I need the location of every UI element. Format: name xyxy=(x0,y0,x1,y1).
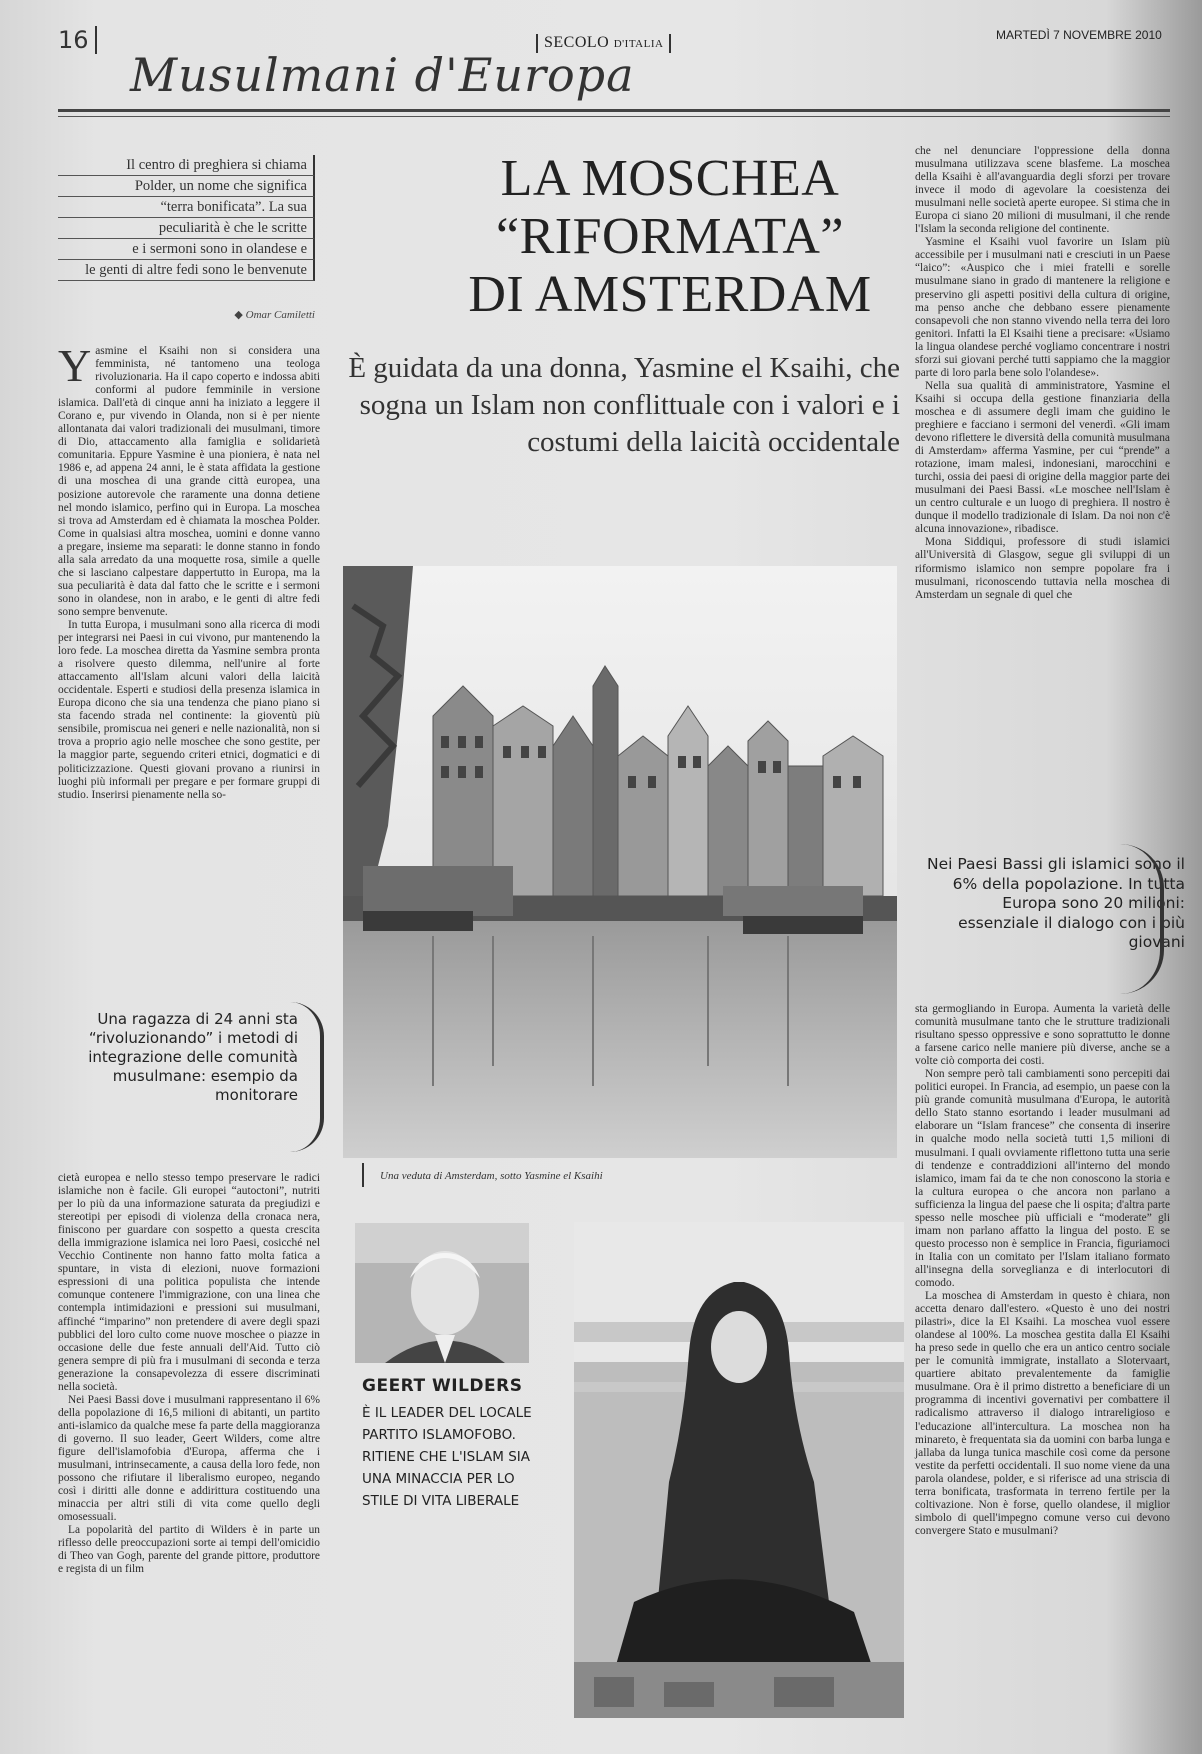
sidebar-text: È IL LEADER DEL LOCALE PARTITO ISLAMOFOBO. RITIENE CHE L'ISLAM SIA UNA MINACCIA PER LO STILE DI VITA LIBERALE xyxy=(362,1405,532,1509)
article-column-3 xyxy=(915,145,1170,602)
yasmine-photo xyxy=(574,1222,904,1718)
paragraph: cietà europea e nello stesso tempo preservare le radici islamiche non è facile. Gli europei “autoctoni”, nutriti per lo più da una informazione saturata da pregiudizi e stereotipi per episodi di violenza della cronaca nera, finiscono per guardare con sospetto a questa crescita della immigrazione islamica nei loro Paesi, cosicché nel Vecchio Continente non hanno fatto molta fatica a spuntare, in vista di elezioni, nuove formazioni espressioni di una politica populista che intende comunque contenere l'immigrazione, con una linea che contempla intimidazioni e pressioni sui musulmani, affinché “imparino” non pretendere di avere degli spazi pubblici del loro culto come nuove moschee o piazze in occasione delle due feste annuali dell'Aid. Tutto ciò genera sempre di più fra i musulmani di seconda e terza generazione la consapevolezza di essere discriminati nella società. xyxy=(58,1172,320,1393)
summary-line: Polder, un nome che significa xyxy=(58,176,315,197)
summary-line: “terra bonificata”. La sua xyxy=(58,197,315,218)
summary-line: e i sermoni sono in olandese e xyxy=(58,239,315,260)
article-summary xyxy=(58,155,315,281)
paragraph: Yasmine el Ksaihi vuol favorire un Islam più accessibile per i musulmani nati e cresciuti in un Paese “laico”: «Auspico che i miei fratelli e sorelle musulmane siano in grado di mantenere la religione e preservino gli aspetti positivi della cultura di origine, ma penso anche che debbano essere pienamente consapevoli che non stanno vivendo nella terra dei loro genitori. Infatti la El Ksaihi tiene a precisare: «Usiamo la lingua olandese perché vogliamo concentrare i nostri sforzi sui giovani perché tutti sappiamo che la maggior parte di loro parla bene solo l'olandese». xyxy=(915,236,1170,379)
summary-line: le genti di altre fedi sono le benvenute xyxy=(58,260,315,281)
header-rule xyxy=(58,109,1170,112)
paragraph: che nel denunciare l'oppressione della donna musulmana utilizzava scene blasfeme. La moschea della Ksaihi è all'avanguardia degli sforzi per trovare invece il modo di agevolare la coesistenza dei musulmani nelle società aperte europee. Si stima che in Europa ci siano 20 milioni di musulmani, il che rende l'Islam la seconda religione del continente. xyxy=(915,145,1170,236)
paragraph: Non sempre però tali cambiamenti sono percepiti dai politici europei. In Francia, ad esempio, un paese con la più grande comunità musulmana d'Europa, le autorità dello Stato stanno esortando i leader musulmani ad elaborare un “Islam francese” che consenta di inserire in qualche modo nella società tutti 1,5 milioni di musulmani. I quali ovviamente riflettono tutta una serie di tendenze e contraddizioni all'interno del mondo islamico, imam fai da te che non conoscono la storia e la cultura europea o che ancora non parlano a sufficienza la lingua del paese che li ospita; d'altra parte spesso nelle moschee più ufficiali e “moderate” gli imam non parlano affatto la lingua del posto. E se questo processo non è semplice in Francia, figuriamoci in Italia con un comitato per l'Islam italiano formato all'insegna della sorveglianza e di interlocutori di comodo. xyxy=(915,1068,1170,1289)
headline-line: LA MOSCHEA xyxy=(500,150,840,207)
photo-caption: Una veduta di Amsterdam, sotto Yasmine el Ksaihi xyxy=(380,1170,603,1182)
pull-quote-2: Nei Paesi Bassi gli islamici sono il 6% della popolazione. In tutta Europa sono 20 milioni: essenziale il dialogo con i più giovani xyxy=(926,855,1185,951)
masthead-name: SECOLO xyxy=(544,34,610,51)
paragraph: sta germogliando in Europa. Aumenta la varietà delle comunità musulmane tanto che le strutture tradizionali risultano spesso oppressive e sono soprattutto le donne a farsene carico nelle maniere più diverse, anche se a volte ciò comporta dei costi. xyxy=(915,1003,1170,1068)
byline xyxy=(150,308,315,321)
caption-bar xyxy=(362,1163,364,1187)
paragraph: Nella sua qualità di amministratore, Yasmine el Ksaihi si occupa della gestione finanziaria della moschea e di assumere degli imam che guidino le preghiere e facciano i sermoni del venerdì. «Gli imam devono riflettere le diversità della comunità musulmana di Amsterdam» afferma Yasmine, per cui “prende” a rotazione, imam malesi, indonesiani, marocchini e turchi, ossia dei paesi di origine della maggior parte dei musulmani dei Paesi Bassi. «Le moschee nell'Islam è un centro culturale e un luogo di preghiera. Il nostro è dunque il modello tradizionale di Islam. Da noi non c'è alcuna innovazione», ribadisce. xyxy=(915,379,1170,536)
paragraph: In tutta Europa, i musulmani sono alla ricerca di modi per integrarsi nei Paesi in cui vivono, pur mantenendo la loro fede. La moschea diretta da Yasmine sembra pronta a risolvere questo dilemma, nell'unire al forte attaccamento all'Islam alcuni valori della laicità occidentale. Esperti e studiosi della presenza islamica in Europa dicono che sia una tendenza che piano piano si sta facendo strada nel continente: la gioventù più sensibile, promiscua nei generi e nelle nazionalità, non si trova a proprio agio nelle moschee che sono gestite, per la maggior parte, seguendo criteri etnici, dogmatici e di politicizzazione. Questi giovani provano a riunirsi in luoghi più informali per pregare e per formare gruppi di studio. Inserirsi pienamente nella so- xyxy=(58,618,320,801)
section-title: Musulmani d'Europa xyxy=(130,48,635,102)
headline-line: DI AMSTERDAM xyxy=(468,266,872,323)
headline-line: “RIFORMATA” xyxy=(496,208,844,265)
page-number: 16 xyxy=(58,26,97,54)
paragraph: asmine el Ksaihi non si considera una femminista, né tantomeno una teologa rivoluzionaria. Ha il capo coperto e indossa abiti conformi al pudore femminile in versione islamica. Dall'età di cinque anni ha iniziato a leggere il Corano e, pur vivendo in Olanda, non si è per niente allontanata dai valori tradizionali dei musulmani, timore di Dio, attaccamento alla famiglia e solidarietà comunitaria. Eppure Yasmine è una pioniera, è nata nel 1986 e, ad appena 24 anni, le è stata affidata la gestione di una moschea di una grande città europea, una posizione autorevole che raramente una donna detiene nel mondo islamico, perfino qui in Europa. La moschea si trova ad Amsterdam ed è chiamata la moschea Polder. Come in qualsiasi altra moschea, uomini e donne vanno a pregare, insieme ma separati: le donne stanno in fondo alla sala arredato da una moquette rosa, simile a quelle che si lasciano calpestare dappertutto in Europa, ma la sua peculiarità è data dal fatto che le scritte e i sermoni sono in olandese, non in arabo, e le genti di altre fedi sono sempre benvenute. xyxy=(58,345,320,618)
article-column-1-continued xyxy=(58,1172,320,1576)
sidebar-title: GEERT WILDERS xyxy=(362,1376,523,1396)
subheadline: È guidata da una donna, Yasmine el Ksaihi, che sogna un Islam non conflittuale con i valori e i costumi della laicità occidentale xyxy=(348,352,900,458)
issue-date: MARTEDÌ 7 NOVEMBRE 2010 xyxy=(996,28,1162,42)
article-column-3-continued xyxy=(915,1003,1170,1538)
summary-line: Il centro di preghiera si chiama xyxy=(58,155,315,176)
paragraph: La moschea di Amsterdam in questo è chiara, non accetta denaro dall'estero. «Questo è uno dei nostri pilastri», dice la El Ksaihi. La moschea vuol essere olandese al 100%. La moschea gestita dalla El Ksaihi ha preso sede in quello che era un antico centro sociale per le comunità immigrate, installato a Slotervaart, quartiere abitato prevalentemente da famiglie musulmane. Ora è il primo distretto a beneficiare di un programma di incentivi governativi per combattere il radicalismo attraverso il dialogo intrareligioso e l'educazione all'intercultura. La moschea non ha minareto, è frequentata sia da uomini con barba lunga e jallaba da lunga tunica maschile così come da persone vestite da perfetti occidentali. Il suo nome viene da una parola olandese, polder, e si riferisce ad una striscia di terra bonificata, trasformata in terreno fertile per la coltivazione. Non è forse, quello olandese, il miglior simbolo di quell'impegno comune verso cui devono convergere Stato e musulmani? xyxy=(915,1290,1170,1537)
pull-quote-bracket xyxy=(290,1002,324,1152)
paragraph: La popolarità del partito di Wilders è in parte un riflesso delle preoccupazioni sorte ai tempi dell'omicidio di Theo van Gogh, parente del grande pittore, produttore e regista di un film xyxy=(58,1524,320,1576)
pull-quote: Una ragazza di 24 anni sta “rivoluzionando” i metodi di integrazione delle comunità musulmane: esempio da monitorare xyxy=(88,1010,298,1104)
author-name: Omar Camiletti xyxy=(245,309,315,321)
pull-quote-bracket-2 xyxy=(1120,844,1164,994)
byline-diamond-icon: ◆ xyxy=(234,309,246,321)
summary-line: peculiarità è che le scritte xyxy=(58,218,315,239)
masthead-suffix: D'ITALIA xyxy=(613,38,664,50)
paragraph: Mona Siddiqui, professore di studi islamici all'Università di Glasgow, segue gli sviluppi di un riformismo islamico non sempre popolare fra i musulmani, riconoscendo tuttavia nella moschea di Amsterdam un segnale di quel che xyxy=(915,536,1170,601)
header-rule-thin xyxy=(58,116,1170,117)
paragraph: Nei Paesi Bassi dove i musulmani rappresentano il 6% della popolazione di 16,5 milioni di abitanti, un partito anti-islamico da qualche mese fa parte della maggioranza di governo. Il suo leader, Geert Wilders, come altre figure dell'islamofobia d'Europa, afferma che i musulmani, intrinsecamente, a causa della loro fede, non possono che rifiutare il liberalismo europeo, negando così i diritti alle donne e addirittura costituendo una minaccia per altri stili di vita come quello degli omosessuali. xyxy=(58,1393,320,1524)
geert-wilders-photo xyxy=(355,1223,529,1363)
headline xyxy=(440,150,900,324)
dropcap: Y xyxy=(58,340,92,391)
amsterdam-photo xyxy=(343,566,897,1158)
article-column-1 xyxy=(58,340,320,802)
